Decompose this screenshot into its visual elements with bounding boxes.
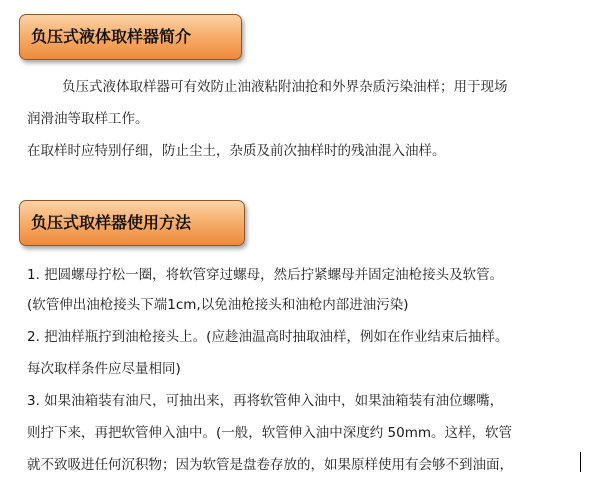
section-heading-usage: 负压式取样器使用方法 xyxy=(19,200,245,246)
intro-line: 润滑油等取样工作。 xyxy=(27,111,149,127)
text-cursor xyxy=(580,452,581,472)
intro-line: 负压式液体取样器可有效防止油液粘附油抢和外界杂质污染油样；用于现场 xyxy=(62,79,508,95)
usage-line: 2. 把油样瓶拧到油枪接头上。(应趁油温高时抽取油样，例如在作业结束后抽样。 xyxy=(27,329,509,345)
usage-line: (软管伸出油枪接头下端1cm,以免油枪接头和油枪内部进油污染) xyxy=(27,297,409,313)
usage-line: 3. 如果油箱装有油尺，可抽出来，再将软管伸入油中，如果油箱装有油位螺嘴， xyxy=(27,393,504,409)
usage-line: 则拧下来，再把软管伸入油中。(一般，软管伸入油中深度约 50mm。这样，软管 xyxy=(27,425,513,441)
usage-line: 每次取样条件应尽量相同) xyxy=(27,361,181,377)
usage-line: 1. 把圆螺母拧松一圈，将软管穿过螺母，然后拧紧螺母并固定油枪接头及软管。 xyxy=(27,267,504,283)
intro-line: 在取样时应特别仔细，防止尘土，杂质及前次抽样时的残油混入油样。 xyxy=(27,143,446,159)
section-heading-intro: 负压式液体取样器简介 xyxy=(19,14,242,60)
usage-line: 就不致吸进任何沉积物；因为软管是盘卷存放的，如果原样使用有会够不到油面， xyxy=(27,457,513,473)
